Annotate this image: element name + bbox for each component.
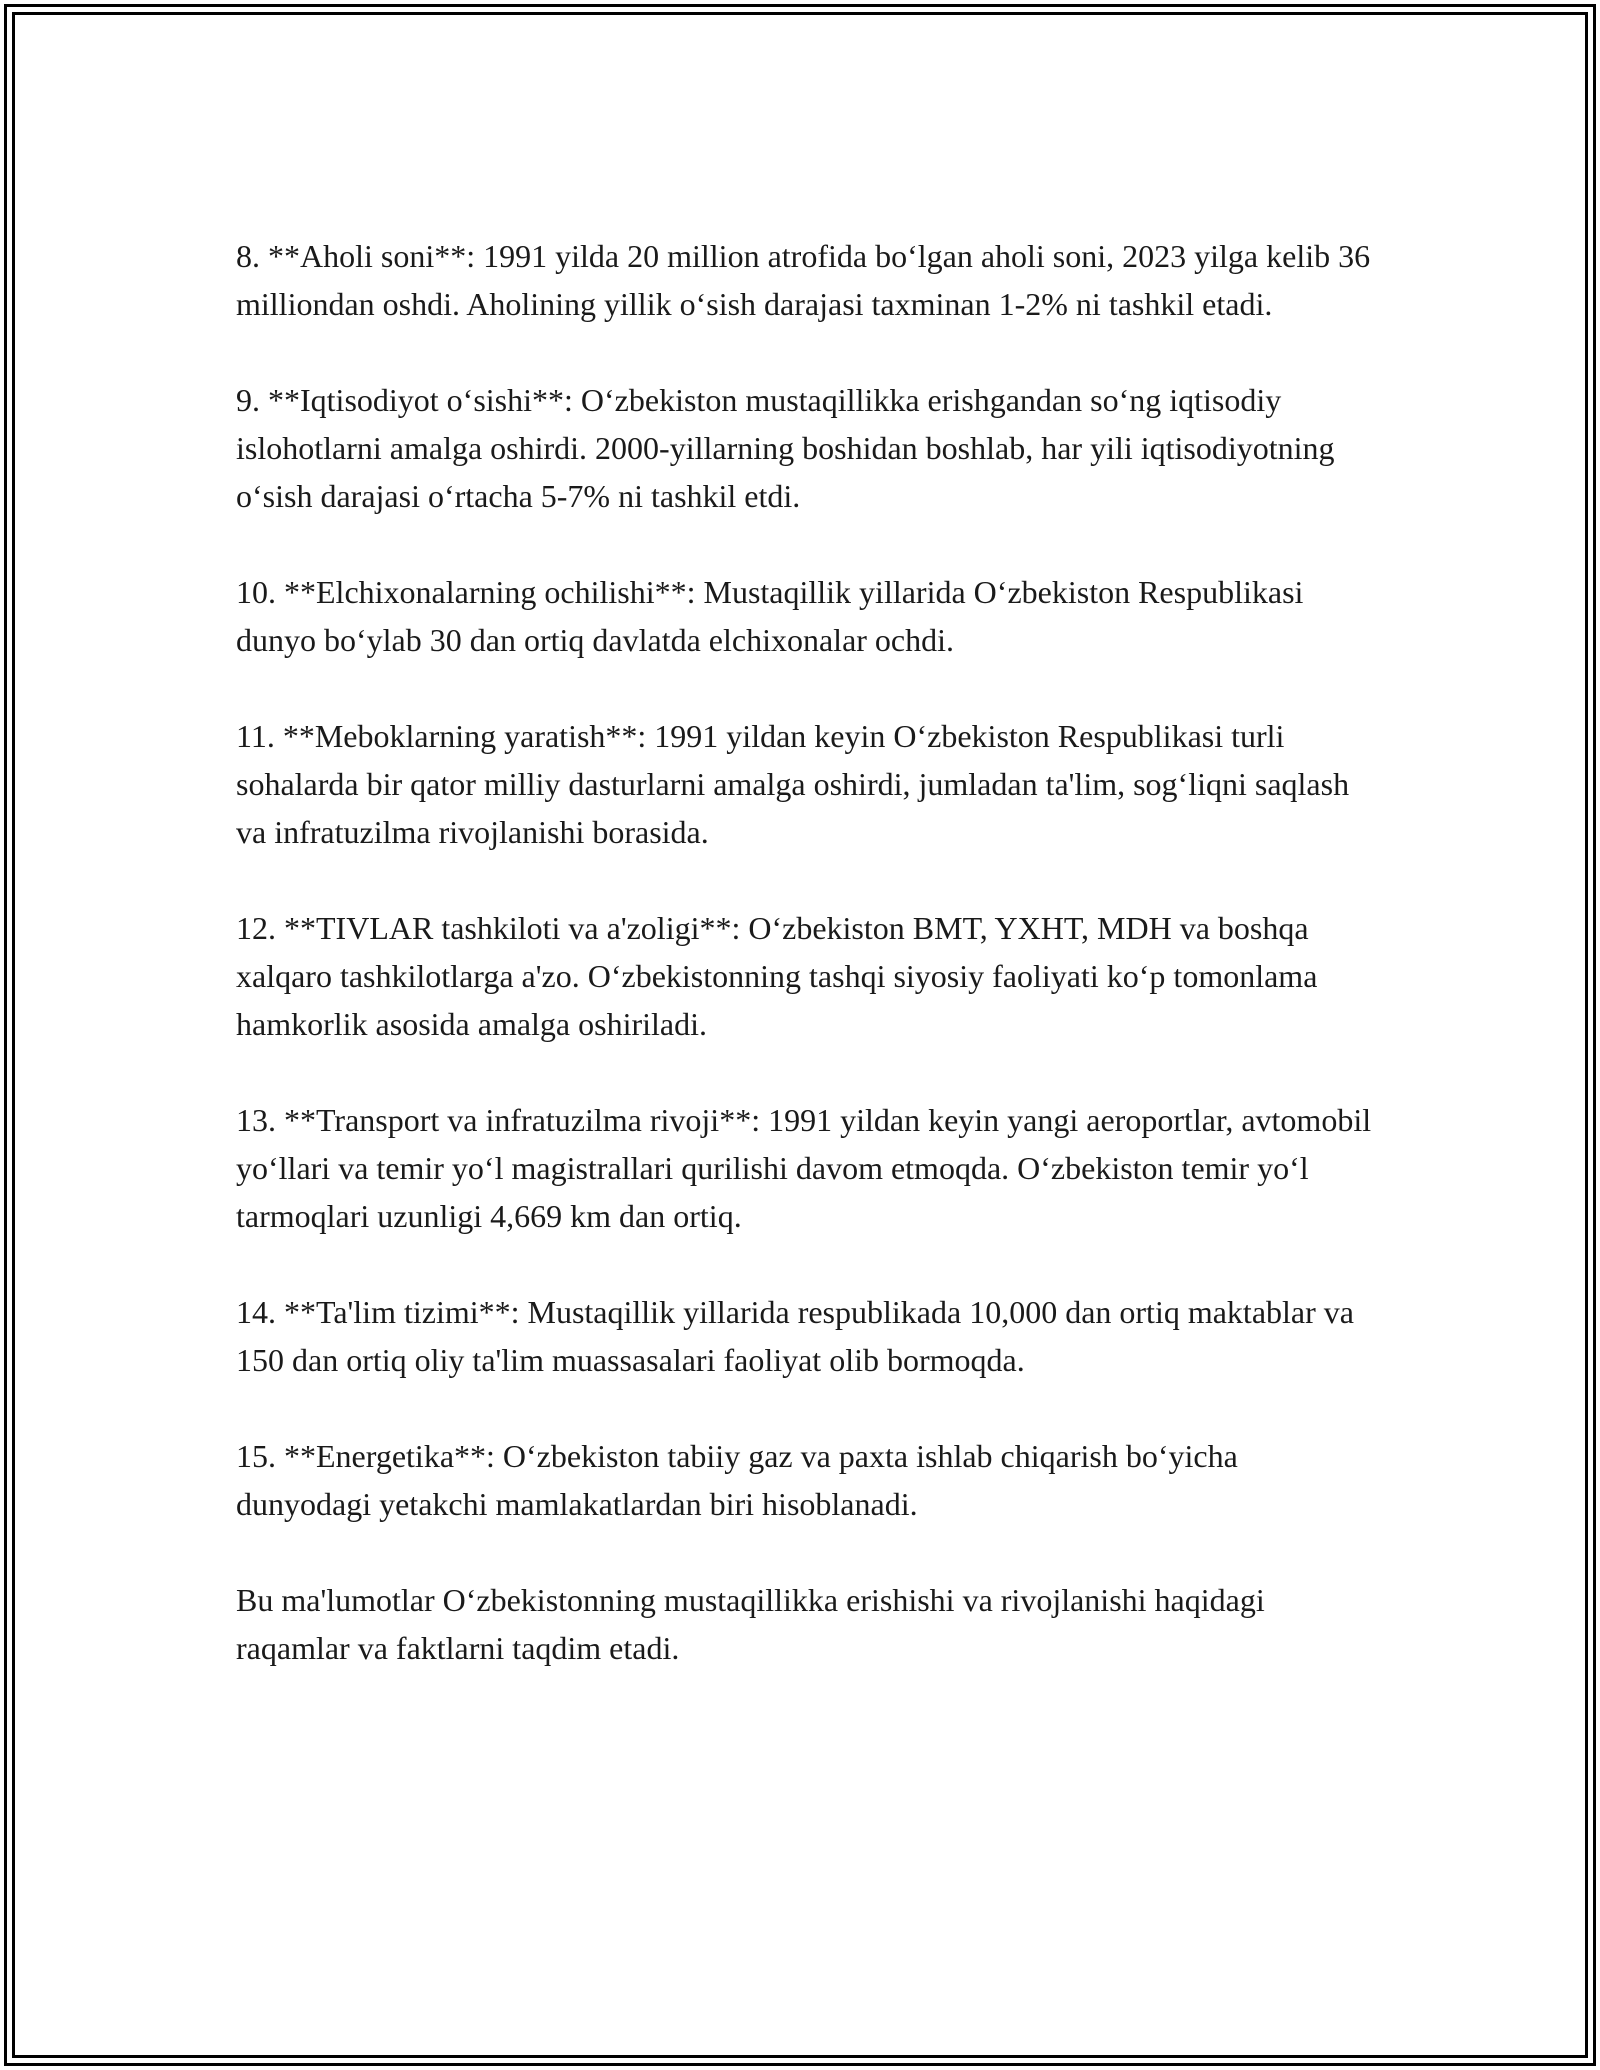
paragraph-energy: 15. **Energetika**: O‘zbekiston tabiiy gaz va paxta ishlab chiqarish bo‘yicha dunyodagi yetakchi mamlakatlardan biri hisoblanadi. bbox=[236, 1438, 1238, 1522]
document-body bbox=[236, 232, 1376, 1672]
paragraph-national-programs: 11. **Meboklarning yaratish**: 1991 yildan keyin O‘zbekiston Respublikasi turli sohalarda bir qator milliy dasturlarni amalga oshirdi, jumladan ta'lim, sog‘liqni saqlash va infratuzilma rivojlanishi borasida. bbox=[236, 718, 1350, 850]
paragraph-population: 8. **Aholi soni**: 1991 yilda 20 million atrofida bo‘lgan aholi soni, 2023 yilga kelib 36 milliondan oshdi. Aholining yillik o‘sish darajasi taxminan 1-2% ni tashkil etadi. bbox=[236, 238, 1371, 322]
paragraph-education-system: 14. **Ta'lim tizimi**: Mustaqillik yillarida respublikada 10,000 dan ortiq maktablar va 150 dan ortiq oliy ta'lim muassasalari faoliyat olib bormoqda. bbox=[236, 1294, 1354, 1378]
paragraph-transport-infrastructure: 13. **Transport va infratuzilma rivoji**: 1991 yildan keyin yangi aeroportlar, avtomobil yo‘llari va temir yo‘l magistrallari qurilishi davom etmoqda. O‘zbekiston temir yo‘l tarmoqlari uzunligi 4,669 km dan ortiq. bbox=[236, 1102, 1372, 1234]
paragraph-international-organizations: 12. **TIVLAR tashkiloti va a'zoligi**: O‘zbekiston BMT, YXHT, MDH va boshqa xalqaro tashkilotlarga a'zo. O‘zbekistonning tashqi siyosiy faoliyati ko‘p tomonlama hamkorlik asosida amalga oshiriladi. bbox=[236, 910, 1318, 1042]
paragraph-economic-growth: 9. **Iqtisodiyot o‘sishi**: O‘zbekiston mustaqillikka erishgandan so‘ng iqtisodiy islohotlarni amalga oshirdi. 2000-yillarning boshidan boshlab, har yili iqtisodiyotning o‘sish darajasi o‘rtacha 5-7% ni tashkil etdi. bbox=[236, 382, 1335, 514]
paragraph-embassies: 10. **Elchixonalarning ochilishi**: Mustaqillik yillarida O‘zbekiston Respublikasi dunyo bo‘ylab 30 dan ortiq davlatda elchixonalar ochdi. bbox=[236, 574, 1304, 658]
paragraph-conclusion: Bu ma'lumotlar O‘zbekistonning mustaqillikka erishishi va rivojlanishi haqidagi raqamlar va faktlarni taqdim etadi. bbox=[236, 1582, 1265, 1666]
